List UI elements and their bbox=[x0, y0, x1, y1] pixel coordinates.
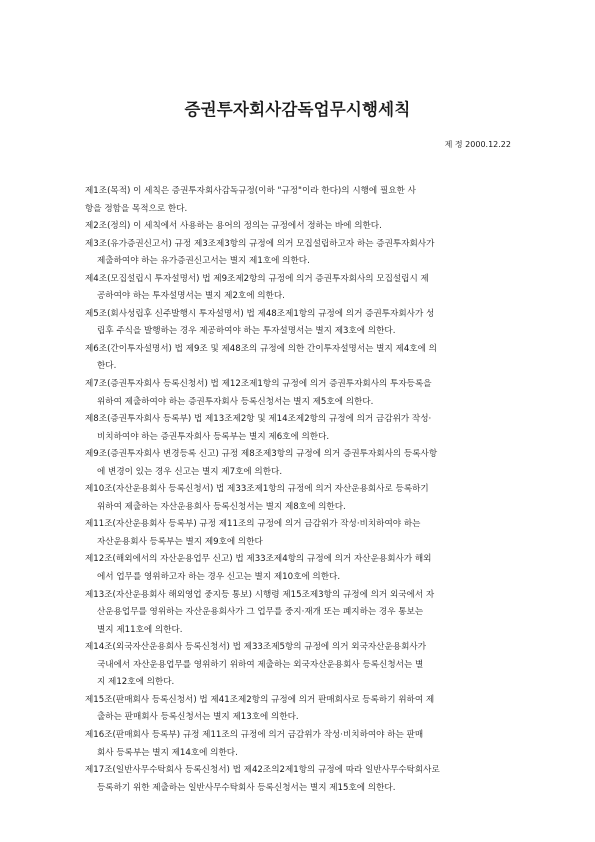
article-line: 비치하여야 하는 증권투자회사 등록부는 별지 제6호에 의한다. bbox=[97, 431, 330, 442]
article-line: 등록하기 위한 제출하는 일반사무수탁회사 등록신청서는 별지 제15호에 의한다. bbox=[97, 782, 396, 793]
article-line: 제10조(자산운용회사 등록신청서) 법 제33조제1항의 규정에 의거 자산운용회사로 등록하기 bbox=[85, 484, 429, 495]
article-line: 제출하여야 하는 유가증권신고서는 별지 제1호에 의한다. bbox=[97, 256, 310, 267]
article-line: 제13조(자산운용회사 해외영업 중지등 통보) 시행령 제15조제3항의 규정에 의거 외국에서 자 bbox=[85, 589, 435, 600]
article-line: 제11조(자산운용회사 등록부) 규정 제11조의 규정에 의거 금감위가 작성·비치하여야 하는 bbox=[85, 519, 421, 530]
article-line: 제15조(판매회사 등록신청서) 법 제41조제2항의 규정에 의거 판매회사로 등록하기 위하여 제 bbox=[85, 694, 435, 705]
article-line: 지 제12호에 의한다. bbox=[97, 677, 175, 688]
article-line: 에 변경이 있는 경우 신고는 별지 제7호에 의한다. bbox=[97, 466, 283, 477]
article-line: 제12조(해외에서의 자산운용업무 신고) 법 제33조제4항의 규정에 의거 자산운용회사가 해외 bbox=[85, 554, 432, 565]
article-line: 회사 등록부는 별지 제14호에 의한다. bbox=[97, 747, 238, 758]
article-line: 공하여야 하는 투자설명서는 별지 제2호에 의한다. bbox=[97, 291, 285, 302]
article-line: 제9조(증권투자회사 변경등록 신고) 규정 제8조제3항의 규정에 의거 증권투자회사의 등록사항 bbox=[85, 449, 438, 460]
article-line: 한다. bbox=[97, 361, 117, 372]
article-line: 제1조(목적) 이 세칙은 증권투자회사감독규정(이하 "규정"이라 한다)의 시행에 필요한 사 bbox=[85, 186, 416, 196]
article-line: 위하여 제출하는 자산운용회사 등록신청서는 별지 제8호에 의한다. bbox=[97, 501, 346, 512]
article-line: 국내에서 자산운용업무를 영위하기 위하여 제출하는 외국자산운용회사 등록신청서는 별 bbox=[97, 659, 424, 670]
article-line: 제17조(일반사무수탁회사 등록신청서) 법 제42조의2제1항의 규정에 따라 일반사무수탁회사로 bbox=[85, 765, 440, 776]
article-line: 제6조(간이투자설명서) 법 제9조 및 제48조의 규정에 의한 간이투자설명서는 별지 제4호에 의 bbox=[85, 343, 437, 354]
document-title: 증권투자회사감독업무시행세칙 bbox=[184, 100, 411, 119]
article-line: 제8조(증권투자회사 등록부) 법 제13조제2항 및 제14조제2항의 규정에 의거 금감위가 작성· bbox=[85, 414, 432, 425]
article-line: 자산운용회사 등록부는 별지 제9호에 의한다 bbox=[97, 536, 263, 547]
article-list bbox=[85, 183, 512, 797]
article-line: 제2조(정의) 이 세칙에서 사용하는 용어의 정의는 규정에서 정하는 바에 의한다. bbox=[85, 221, 382, 232]
article-line: 제14조(외국자산운용회사 등록신청서) 법 제33조제5항의 규정에 의거 외국자산운용회사가 bbox=[85, 642, 426, 653]
article-line: 제4조(모집설립시 투자설명서) 법 제9조제2항의 규정에 의거 증권투자회사의 모집설립시 제 bbox=[85, 273, 429, 284]
article-line: 제5조(회사성립후 신주발행시 투자설명서) 법 제48조제1항의 규정에 의거 증권투자회사가 성 bbox=[85, 308, 435, 319]
article-line: 산운용업무를 영위하는 자산운용회사가 그 업무를 중지·재개 또는 폐지하는 경우 통보는 bbox=[97, 607, 424, 618]
article-line: 립후 주식을 발행하는 경우 제공하여야 하는 투자설명서는 별지 제3호에 의한다. bbox=[97, 326, 396, 337]
article-line: 에서 업무를 영위하고자 하는 경우 신고는 별지 제10호에 의한다. bbox=[97, 572, 341, 583]
enactment-date: 제 정 2000.12.22 bbox=[444, 140, 511, 149]
article-line: 출하는 판매회사 등록신청서는 별지 제13호에 의한다. bbox=[97, 712, 299, 723]
article-line: 제7조(증권투자회사 등록신청서) 법 제12조제1항의 규정에 의거 증권투자회사의 투자등록을 bbox=[85, 379, 432, 390]
article-line: 위하여 제출하여야 하는 증권투자회사 등록신청서는 별지 제5호에 의한다. bbox=[97, 396, 374, 407]
article-line: 제16조(판매회사 등록부) 규정 제11조의 규정에 의거 금감위가 작성·비치하여야 하는 판매 bbox=[85, 729, 424, 740]
article-line: 별지 제11호에 의한다. bbox=[97, 624, 183, 635]
article-line: 항을 정함을 목적으로 한다. bbox=[85, 203, 188, 214]
article-line: 제3조(유가증권신고서) 규정 제3조제3항의 규정에 의거 모집설립하고자 하는 증권투자회사가 bbox=[85, 238, 435, 249]
